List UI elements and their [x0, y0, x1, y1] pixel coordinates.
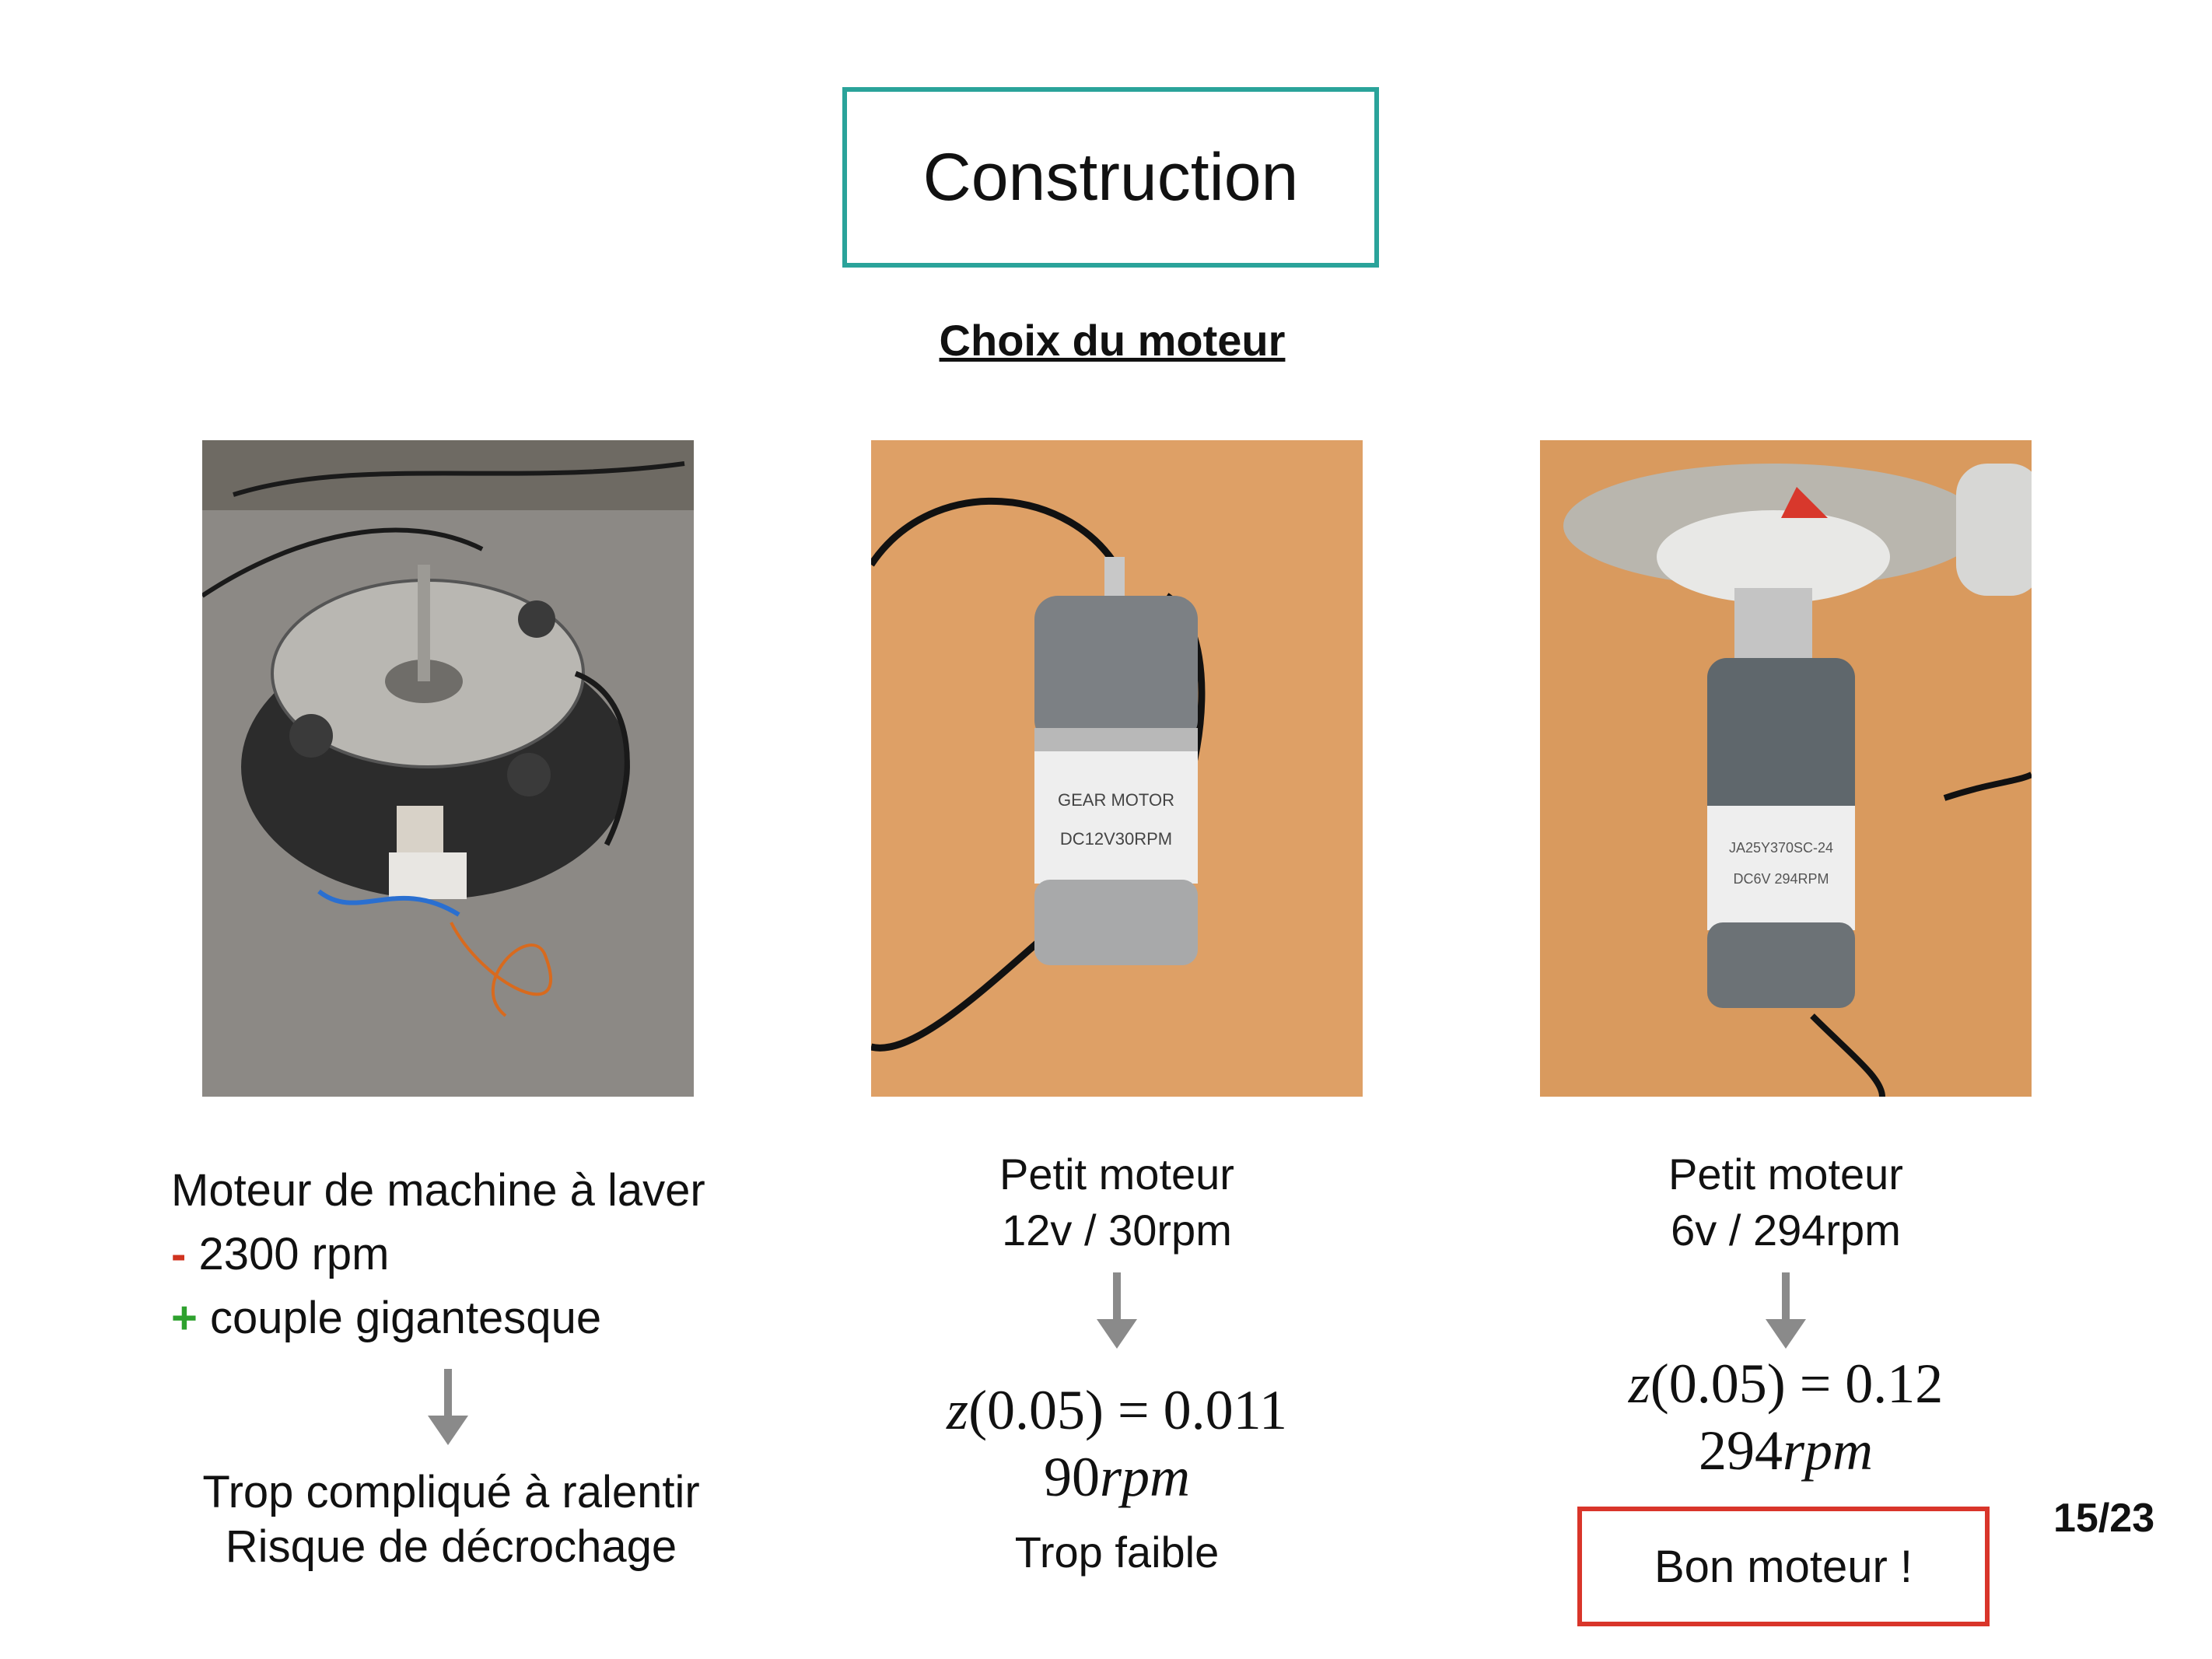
motor-6v-spec: 6v / 294rpm: [1671, 1206, 1901, 1255]
speed-unit: rpm: [1782, 1419, 1873, 1482]
minus-text: 2300 rpm: [198, 1229, 390, 1279]
speed-value: 90: [1043, 1446, 1100, 1508]
motor-6v-caption: [1552, 1146, 2019, 1258]
motor2-label-line1: GEAR MOTOR: [1058, 790, 1174, 810]
slide-title: Construction: [922, 139, 1299, 215]
good-motor-box: [1577, 1507, 1990, 1626]
arrow-down-icon: [1762, 1272, 1809, 1350]
formula-line: [1475, 1350, 2097, 1417]
formula-func: z: [1628, 1353, 1650, 1415]
motor3-label-line1: JA25Y370SC-24: [1728, 840, 1834, 856]
slide-subtitle: Choix du moteur: [939, 316, 1286, 365]
small-gear-motor-6v-photo: [1540, 440, 2032, 1097]
motor-12v-formula: [806, 1377, 1428, 1510]
formula-func: z: [947, 1379, 969, 1441]
plus-line: [171, 1286, 705, 1350]
motor3-label-line2: DC6V 294RPM: [1733, 871, 1829, 887]
arrow-down-icon: [1094, 1272, 1140, 1350]
motor2-label-line2: DC12V30RPM: [1059, 829, 1173, 849]
arrow-down-icon: [425, 1369, 471, 1447]
minus-sign: -: [171, 1229, 187, 1279]
washing-motor-result: [140, 1465, 762, 1574]
plus-text: couple gigantesque: [210, 1293, 602, 1343]
minus-line: [171, 1223, 705, 1286]
motor-12v-heading: Petit moteur: [999, 1150, 1234, 1199]
slide-title-box: [842, 87, 1379, 268]
motor-6v-heading: Petit moteur: [1668, 1150, 1903, 1199]
page-number: 15/23: [2053, 1496, 2155, 1541]
motor-12v-spec: 12v / 30rpm: [1002, 1206, 1232, 1255]
plus-sign: +: [171, 1293, 198, 1343]
washing-motor-heading: Moteur de machine à laver: [171, 1165, 705, 1216]
good-motor-label: Bon moteur !: [1654, 1541, 1913, 1592]
washing-motor-caption: [171, 1159, 705, 1350]
speed-unit: rpm: [1099, 1446, 1190, 1508]
speed-line: [806, 1444, 1428, 1510]
speed-value: 294: [1698, 1419, 1783, 1482]
formula-value: (0.05) = 0.011: [968, 1379, 1287, 1441]
speed-line: [1475, 1417, 2097, 1484]
motor-12v-caption: [884, 1146, 1350, 1258]
formula-line: [806, 1377, 1428, 1444]
result-line-1: Trop compliqué à ralentir: [202, 1467, 700, 1517]
result-line-2: Risque de décrochage: [225, 1521, 677, 1572]
motor-6v-formula: [1475, 1350, 2097, 1484]
formula-value: (0.05) = 0.12: [1650, 1353, 1944, 1415]
small-gear-motor-12v-photo: [871, 440, 1363, 1097]
motor-12v-verdict: Trop faible: [1014, 1528, 1220, 1577]
washing-machine-motor-photo: [202, 440, 694, 1097]
